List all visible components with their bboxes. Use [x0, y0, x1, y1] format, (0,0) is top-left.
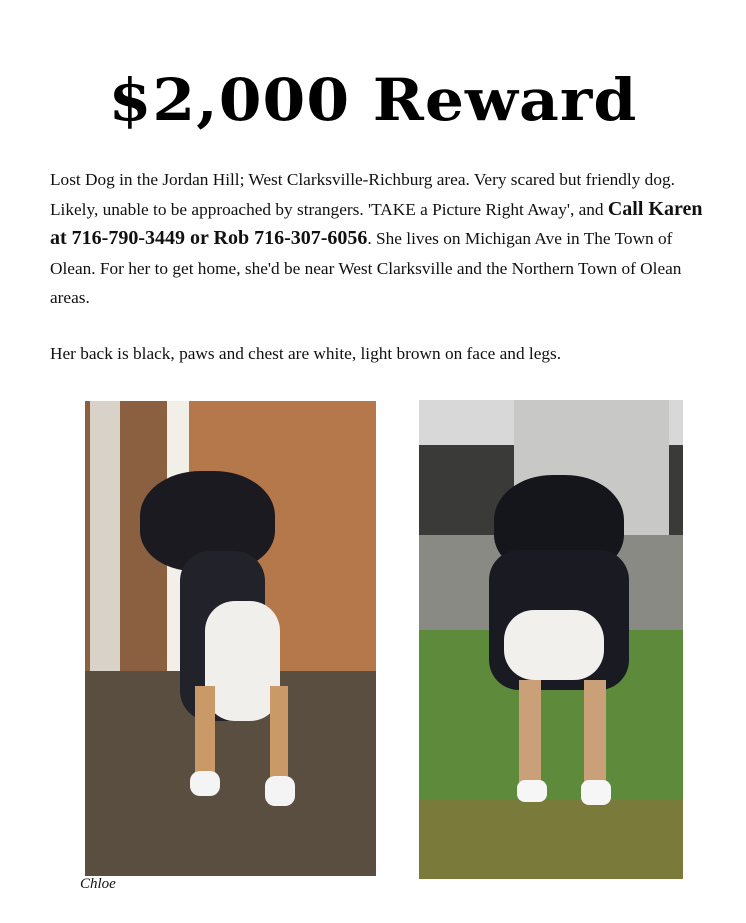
description-text-2: . She lives on Michigan Ave in The Town of Olean. For her to get home, she'd be near West Clarksville and the Northern Town of Olean areas.	[50, 229, 682, 307]
description-paragraph	[50, 165, 720, 313]
dog-photo-standing	[419, 400, 683, 879]
description-text-1: Lost Dog in the Jordan Hill; West Clarksville-Richburg area. Very scared but friendly dog. Likely, unable to be approached by strangers. 'TAKE a Picture Right Away', and	[50, 170, 675, 219]
contact-info: Call Karen at 716-790-3449 or Rob 716-307-6056	[50, 197, 703, 249]
photo-caption: Chloe	[80, 876, 116, 892]
dog-photo-sitting	[85, 401, 376, 876]
appearance-paragraph: Her back is black, paws and chest are white, light brown on face and legs.	[50, 344, 562, 363]
reward-title: $2,000 Reward	[108, 66, 638, 134]
